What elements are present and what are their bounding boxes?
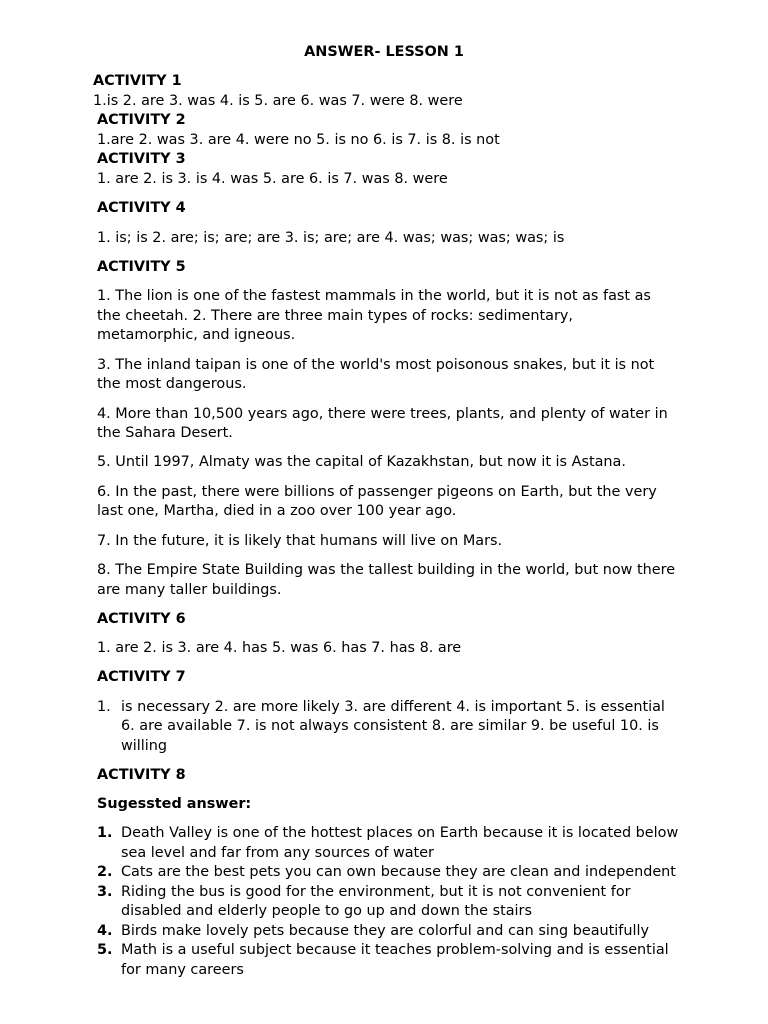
activity-7-line: is necessary 2. are more likely 3. are different 4. is important 5. is essential [121,699,665,715]
activity-5-line: the Sahara Desert. [97,425,233,441]
activity-6-heading: ACTIVITY 6 [97,611,186,627]
answer-number: 2. [97,864,113,880]
activity-2-heading: ACTIVITY 2 [97,112,186,128]
activity-3-heading: ACTIVITY 3 [97,151,186,167]
activity-7-heading: ACTIVITY 7 [97,669,186,685]
page-title: ANSWER- LESSON 1 [304,44,464,60]
activity-2-answers: 1.are 2. was 3. are 4. were no 5. is no 6. is 7. is 8. is not [97,132,500,148]
activity-4-answers: 1. is; is 2. are; is; are; are 3. is; are; are 4. was; was; was; was; is [97,230,565,246]
activity-6-answers: 1. are 2. is 3. are 4. has 5. was 6. has 7. has 8. are [97,640,462,656]
answer-number: 5. [97,942,113,958]
activity-5-line: 6. In the past, there were billions of passenger pigeons on Earth, but the very [97,484,657,500]
activity-4-heading: ACTIVITY 4 [97,200,186,216]
activity-7-line: willing [121,738,168,754]
answer-line: disabled and elderly people to go up and down the stairs [121,903,532,919]
activity-5-line: 4. More than 10,500 years ago, there were trees, plants, and plenty of water in [97,406,668,422]
answer-line: Death Valley is one of the hottest places on Earth because it is located below [121,825,679,841]
activity-3-answers: 1. are 2. is 3. is 4. was 5. are 6. is 7. was 8. were [97,171,448,187]
activity-5-line: 5. Until 1997, Almaty was the capital of Kazakhstan, but now it is Astana. [97,454,626,470]
activity-7-line: 6. are available 7. is not always consistent 8. are similar 9. be useful 10. is [121,718,659,734]
answer-line: Math is a useful subject because it teaches problem-solving and is essential [121,942,669,958]
activity-8-heading: ACTIVITY 8 [97,767,186,783]
answer-line: Cats are the best pets you can own because they are clean and independent [121,864,676,880]
answer-line: sea level and far from any sources of water [121,845,434,861]
activity-5-line: 8. The Empire State Building was the tallest building in the world, but now there [97,562,676,578]
answer-number: 4. [97,923,113,939]
activity-5-line: 1. The lion is one of the fastest mammals in the world, but it is not as fast as [97,288,651,304]
answer-line: for many careers [121,962,244,978]
activity-5-line: 7. In the future, it is likely that humans will live on Mars. [97,533,503,549]
activity-5-line: the most dangerous. [97,376,247,392]
activity-5-line: 3. The inland taipan is one of the world's most poisonous snakes, but it is not [97,357,655,373]
activity-5-line: are many taller buildings. [97,582,282,598]
answer-number: 1. [97,825,113,841]
activity-5-heading: ACTIVITY 5 [97,259,186,275]
answer-number: 3. [97,884,113,900]
activity-1-heading: ACTIVITY 1 [93,73,182,89]
activity-5-line: metamorphic, and igneous. [97,327,296,343]
activity-8-subheading: Sugessted answer: [97,796,252,812]
activity-5-line: last one, Martha, died in a zoo over 100 year ago. [97,503,457,519]
activity-1-answers: 1.is 2. are 3. was 4. is 5. are 6. was 7. were 8. were [93,93,463,109]
answer-line: Riding the bus is good for the environment, but it is not convenient for [121,884,631,900]
activity-7-number: 1. [97,699,111,715]
activity-5-line: the cheetah. 2. There are three main types of rocks: sedimentary, [97,308,573,324]
answer-line: Birds make lovely pets because they are colorful and can sing beautifully [121,923,649,939]
